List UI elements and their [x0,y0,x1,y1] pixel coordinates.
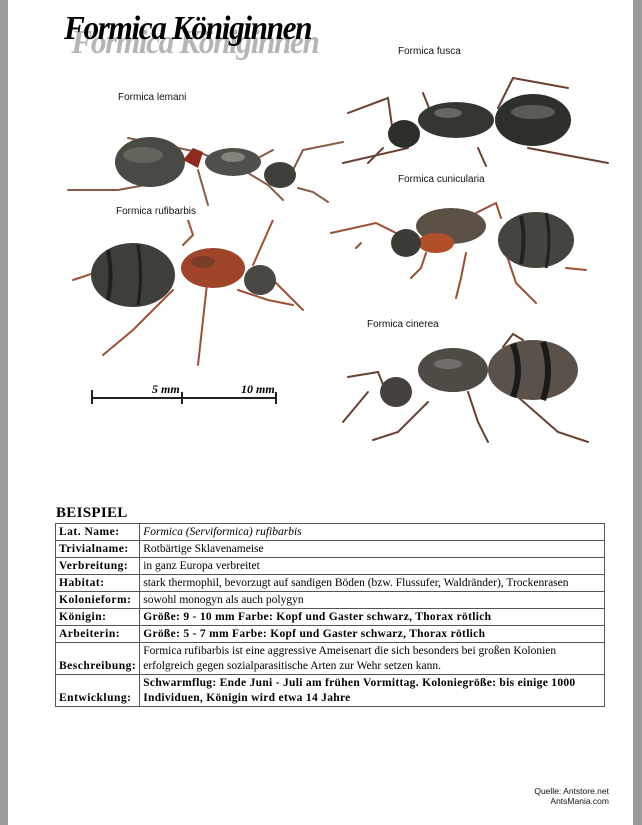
table-row [56,626,605,643]
scale-label-5mm: 5 mm [152,382,180,396]
row-key: Habitat: [56,575,140,592]
row-value: Größe: 5 - 7 mm Farbe: Kopf und Gaster schwarz, Thorax rötlich [140,626,605,643]
label-formica-fusca: Formica fusca [398,46,461,57]
table-row [56,675,605,707]
ant-image-cinerea [338,332,598,452]
scale-bar [90,380,290,410]
row-key: Lat. Name: [56,524,140,541]
table-row [56,609,605,626]
table-row [56,558,605,575]
row-value: Schwarmflug: Ende Juni - Juli am frühen Vormittag. Koloniegröße: bis einige 1000 Individuen, Königin wird etwa 14 Jahre [140,675,605,707]
row-key: Beschreibung: [56,643,140,675]
row-value: in ganz Europa verbreitet [140,558,605,575]
row-key: Kolonieform: [56,592,140,609]
ant-image-fusca [338,68,618,168]
table-row [56,592,605,609]
ant-image-lemani [58,110,348,220]
label-formica-rufibarbis: Formica rufibarbis [116,206,197,217]
row-key: Königin: [56,609,140,626]
row-value: Rotbärtige Sklavenameise [140,541,605,558]
species-info-table [55,523,605,707]
ant-image-rufibarbis [63,220,313,370]
table-row [56,643,605,675]
row-value: Größe: 9 - 10 mm Farbe: Kopf und Gaster schwarz, Thorax rötlich [140,609,605,626]
row-key: Verbreitung: [56,558,140,575]
section-title: BEISPIEL [56,505,128,521]
table-row [56,575,605,592]
row-value: sowohl monogyn als auch polygyn [140,592,605,609]
row-key: Trivialname: [56,541,140,558]
row-value: Formica rufibarbis ist eine aggressive Ameisenart die sich besonders bei großen Kolonien erfolgreich gegen sozialparasitische Arten zur Wehr setzen kann. [140,643,605,675]
document-page [8,0,633,825]
title-text: Formica Königinnen [64,10,312,47]
table-row [56,524,605,541]
label-formica-cinerea: Formica cinerea [367,319,439,330]
label-formica-lemani: Formica lemani [118,92,187,103]
row-value: stark thermophil, bevorzugt auf sandigen Böden (bzw. Flussufer, Waldränder), Trockenrasen [140,575,605,592]
row-value: Formica (Serviformica) rufibarbis [140,524,605,541]
row-key: Entwicklung: [56,675,140,707]
source-line-2: AntsMania.com [550,796,609,806]
source-credit [534,786,609,806]
table-row [56,541,605,558]
scale-label-10mm: 10 mm [241,382,275,396]
row-key: Arbeiterin: [56,626,140,643]
ant-image-cunicularia [316,198,596,308]
page-title [64,10,364,70]
label-formica-cunicularia: Formica cunicularia [398,174,485,185]
source-line-1: Quelle: Antstore.net [534,786,609,796]
